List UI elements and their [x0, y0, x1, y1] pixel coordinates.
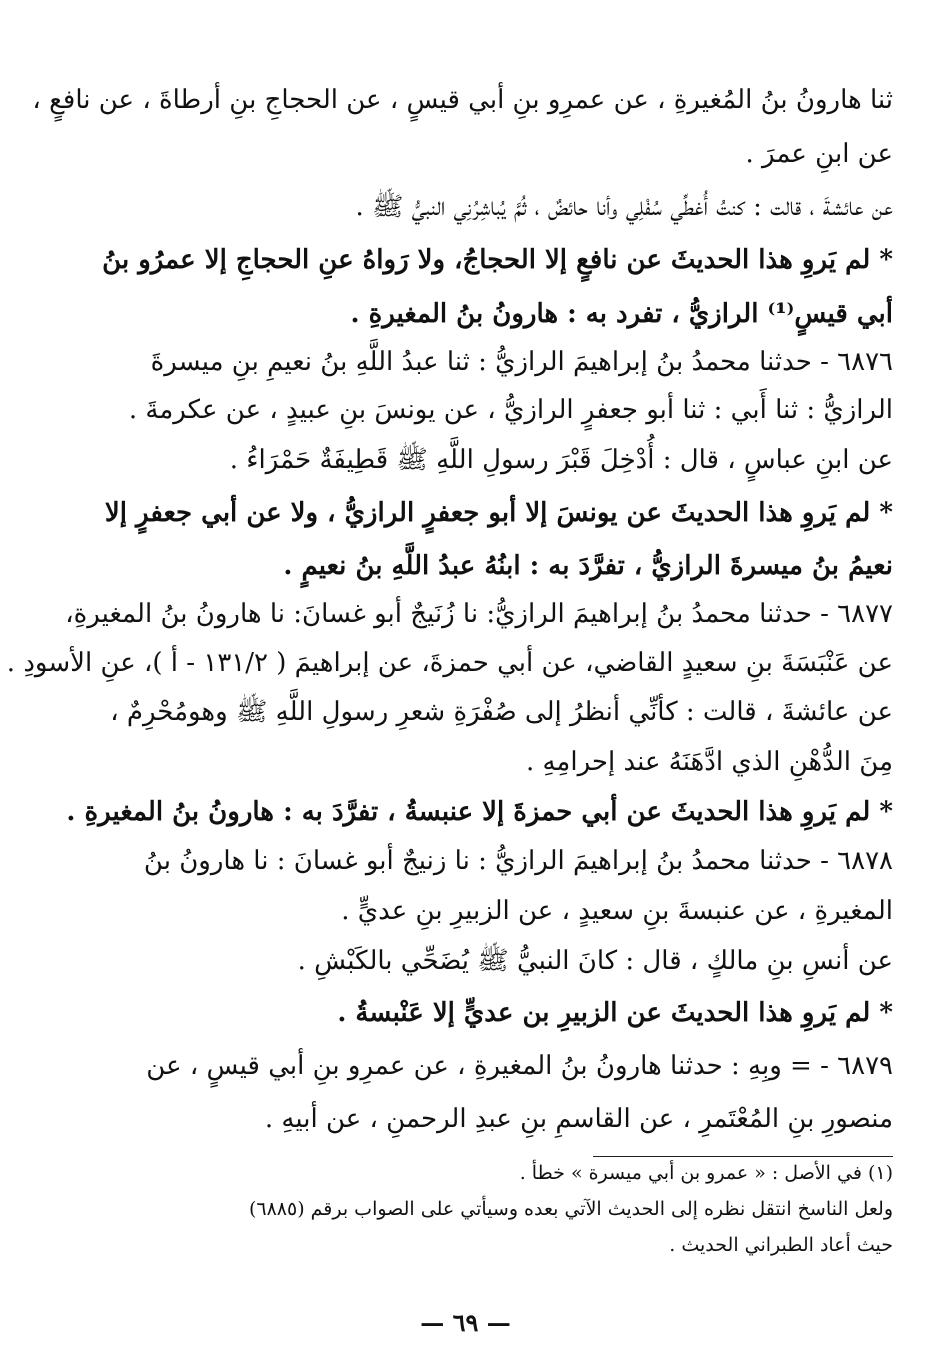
footnote-line: ولعل الناسخ انتقل نظره إلى الحديث الآتي بعده وسيأتي على الصواب برقم (٦٨٨٥) — [248, 1198, 893, 1220]
text-line: منصورِ بنِ المُعْتَمرِ ، عن القاسمِ بنِ عبدِ الرحمنِ ، عن أبيهِ . — [264, 1104, 893, 1134]
commentary-line: * لم يَروِ هذا الحديثَ عن يونسَ إلا أبو جعفرٍ الرازيُّ ، ولا عن أبي جعفرٍ إلا — [104, 498, 893, 528]
commentary-line: أبي قيسٍ⁽¹⁾ الرازيُّ ، تفرد به : هارونُ بنُ المغيرةِ . — [350, 299, 893, 329]
text-line: ثنا هارونُ بنُ المُغيرةِ ، عن عمرِو بنِ أبي قيسٍ ، عن الحجاجِ بنِ أرطاةَ ، عن نافعٍ ، — [32, 85, 893, 115]
page-number: — ٦٩ — — [420, 1308, 511, 1337]
text-line: عن عَنْبَسَةَ بنِ سعيدٍ القاضي، عن أبي حمزةَ، عن إبراهيمَ ( ١٣١/٢ - أ )، عنِ الأسودِ . — [6, 648, 893, 678]
text-line: الرازيُّ : ثنا أَبي : ثنا أبو جعفرٍ الرازيُّ ، عن يونسَ بنِ عبيدٍ ، عن عكرمةَ . — [128, 395, 893, 425]
text-line: المغيرةِ ، عن عنبسةَ بنِ سعيدٍ ، عن الزبيرِ بنِ عديٍّ . — [341, 896, 893, 926]
hadith-6876-line: ٦٨٧٦ - حدثنا محمدُ بنُ إبراهيمَ الرازيُّ : ثنا عبدُ اللَّهِ بنُ نعيمِ بنِ ميسرةَ — [150, 347, 893, 377]
hadith-6879-line: ٦٨٧٩ - = وبِهِ : حدثنا هارونُ بنُ المغيرةِ ، عن عمرِو بنِ أبي قيسٍ ، عن — [146, 1051, 893, 1081]
text-line: عن ابنِ عمرَ . — [745, 139, 893, 169]
text-line: عن ابنِ عباسٍ ، قال : أُدْخِلَ قَبْرَ رسولِ اللَّهِ ﷺ قَطِيفَةٌ حَمْرَاءُ . — [229, 445, 893, 475]
commentary-line: نعيمُ بنُ ميسرةَ الرازيُّ ، تفرَّدَ به : ابنُهُ عبدُ اللَّهِ بنُ نعيمٍ . — [283, 551, 893, 581]
text-line: عن أنسِ بنِ مالكٍ ، قال : كانَ النبيُّ ﷺ يُضَحِّي بالكَبْشِ . — [297, 946, 893, 976]
commentary-line: * لم يَروِ هذا الحديثَ عن نافعٍ إلا الحجاجُ، ولا رَواهُ عنِ الحجاجِ إلا عمرُو بنُ — [102, 245, 893, 275]
text-line: عن عائشةَ ، قالت : كنتُ أُغطِّي سُفْلِي وأنا حائضٌ ، ثُمَّ يُباشِرُنِي النبيُّ ﷺ . — [355, 192, 893, 222]
text-line: مِنَ الدُّهْنِ الذي ادَّهَنَهُ عند إحرامِهِ . — [525, 747, 893, 777]
commentary-line: * لم يَروِ هذا الحديثَ عن أبي حمزةَ إلا عنبسةُ ، تفرَّدَ به : هارونُ بنُ المغيرةِ . — [66, 797, 893, 827]
commentary-line: * لم يَروِ هذا الحديثَ عن الزبيرِ بن عديٍّ إلا عَنْبسةُ . — [337, 998, 893, 1028]
footnote-line: حيث أعاد الطبراني الحديث . — [669, 1234, 893, 1256]
hadith-6878-line: ٦٨٧٨ - حدثنا محمدُ بنُ إبراهيمَ الرازيُّ : نا زنيجٌ أبو غسانَ : نا هارونُ بنُ — [143, 846, 893, 876]
text-line: عن عائشةَ ، قالت : كأنِّي أنظرُ إلى صُفْرَةِ شعرِ رسولِ اللَّهِ ﷺ وهومُحْرِمٌ ، — [110, 697, 893, 727]
hadith-6877-line: ٦٨٧٧ - حدثنا محمدُ بنُ إبراهيمَ الرازيُّ: نا زُنَيجٌ أبو غسانَ: نا هارونُ بنُ المغيرةِ، — [65, 599, 893, 629]
footnote-line: (١) في الأصل : « عمرو بن أبي ميسرة » خطأ . — [519, 1162, 893, 1184]
